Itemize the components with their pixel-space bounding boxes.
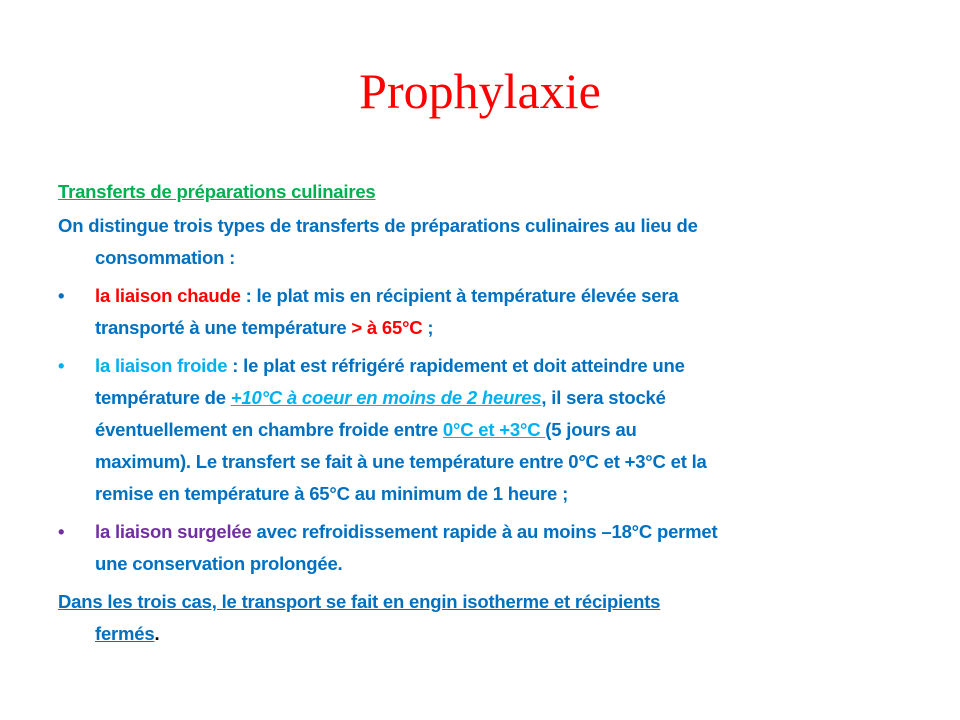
chaude-label: la liaison chaude — [95, 285, 241, 306]
conclusion-line-1: Dans les trois cas, le transport se fait en engin isotherme et récipients — [58, 591, 661, 612]
bullet-icon: • — [58, 355, 65, 376]
bullet-liaison-froide — [58, 350, 938, 510]
bullet-liaison-surgelee — [58, 516, 938, 580]
intro-paragraph — [58, 210, 938, 274]
surgelee-label: la liaison surgelée — [95, 521, 252, 542]
chaude-end: ; — [422, 317, 434, 338]
froide-text-4: maximum). Le transfert se fait à une température entre 0°C et +3°C et la — [95, 451, 707, 472]
bullet-icon: • — [58, 285, 65, 306]
froide-link-0-3c: 0°C et +3°C — [442, 419, 546, 440]
froide-text-2a: température de — [95, 387, 231, 408]
intro-line-1: On distingue trois types de transferts de préparations culinaires au lieu de — [58, 215, 698, 236]
surgelee-text-1: avec refroidissement rapide à au moins –18°C permet — [251, 521, 718, 542]
froide-text-3a: éventuellement en chambre froide entre — [95, 419, 443, 440]
chaude-text-1: : le plat mis en récipient à température élevée sera — [240, 285, 679, 306]
bullet-icon: • — [58, 521, 65, 542]
froide-text-1: : le plat est réfrigéré rapidement et doit atteindre une — [227, 355, 685, 376]
heading-text: Transferts de préparations culinaires — [58, 181, 376, 202]
froide-text-3b: (5 jours au — [545, 419, 637, 440]
slide-content — [58, 176, 938, 656]
froide-text-2b: , il sera stocké — [541, 387, 666, 408]
conclusion-line-2-wrap — [58, 623, 159, 644]
intro-line-2: consommation : — [95, 247, 236, 268]
chaude-temp: > à 65°C — [351, 317, 423, 338]
conclusion-line-2: fermés — [95, 623, 155, 644]
section-heading — [58, 176, 938, 208]
surgelee-text-2: une conservation prolongée. — [95, 553, 343, 574]
chaude-text-2: transporté à une température — [95, 317, 352, 338]
froide-link-10c: +10°C à coeur en moins de 2 heures — [230, 387, 542, 408]
froide-label: la liaison froide — [95, 355, 228, 376]
conclusion-paragraph — [58, 586, 938, 650]
conclusion-end: . — [154, 623, 160, 644]
slide-title: Prophylaxie — [359, 63, 601, 119]
bullet-liaison-chaude — [58, 280, 938, 344]
froide-text-5: remise en température à 65°C au minimum de 1 heure ; — [95, 483, 569, 504]
